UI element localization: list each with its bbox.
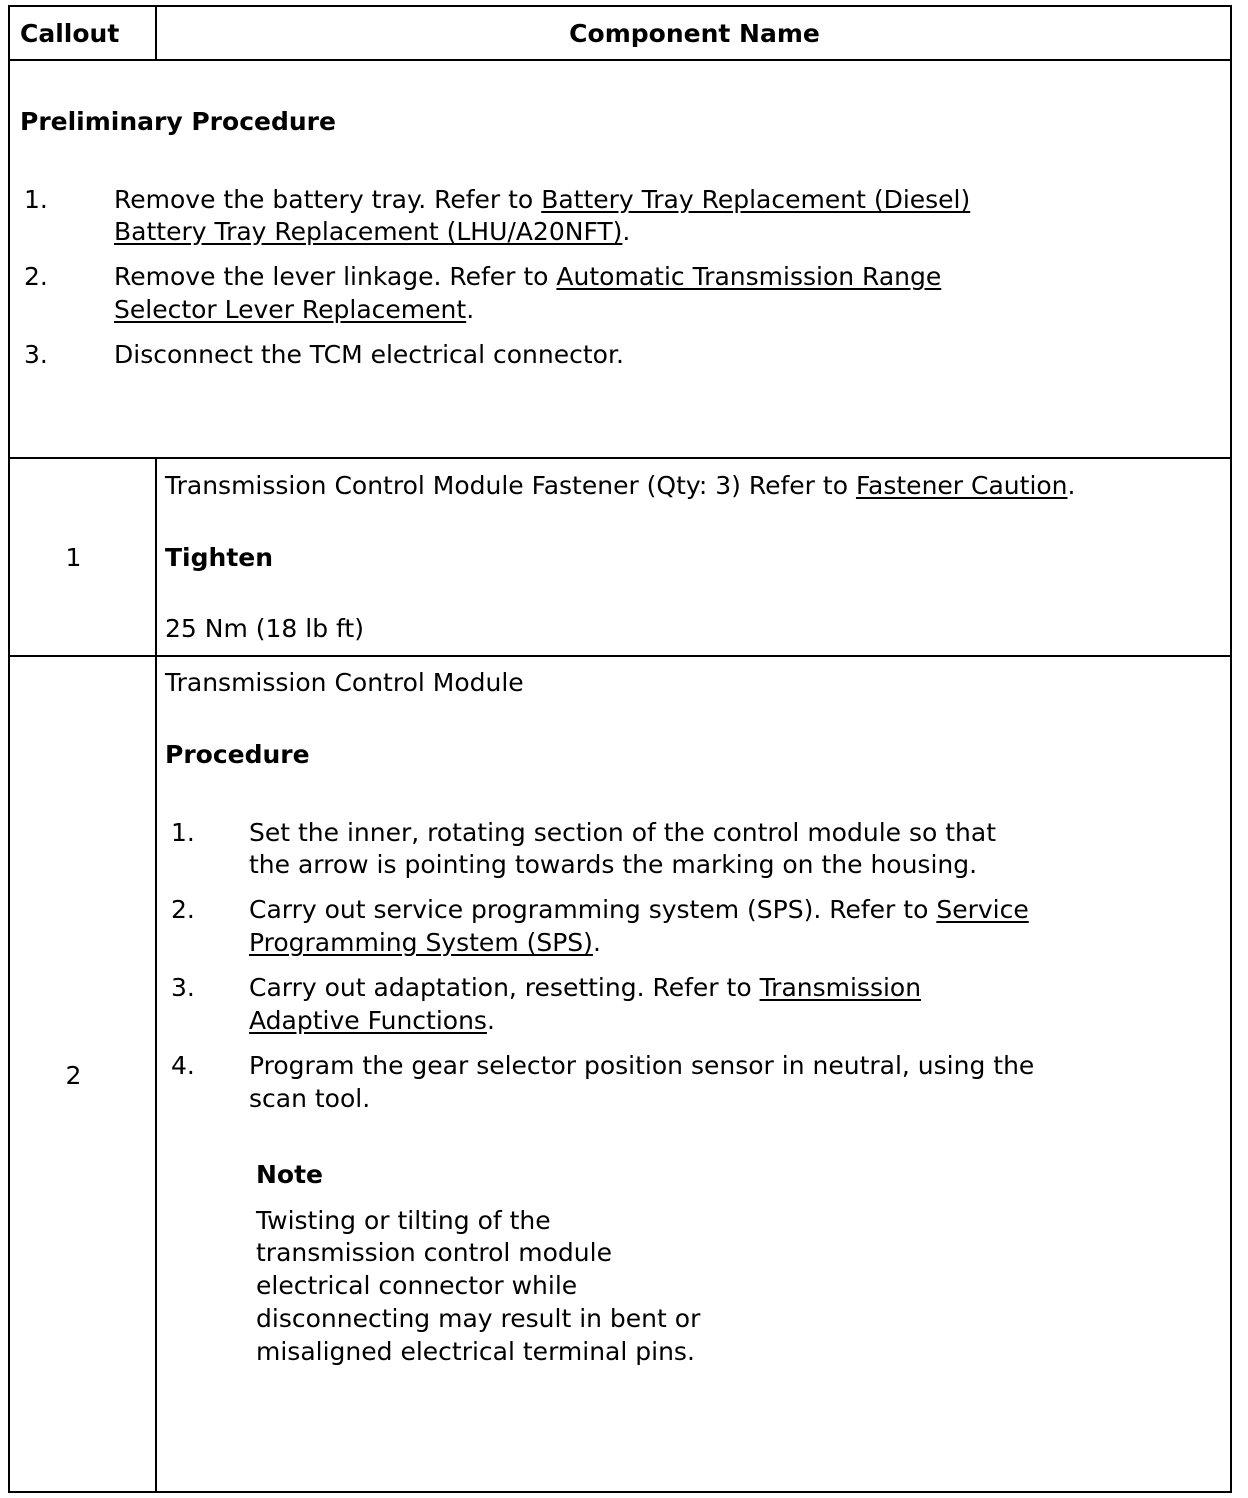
row-2-step-3-line1 <box>249 971 921 1004</box>
row-2-step-2-line2 <box>249 926 601 959</box>
row-2-step-2-text: Carry out service programming system (SPS). Refer to <box>249 895 937 924</box>
note-line-4: disconnecting may result in bent or <box>256 1304 701 1333</box>
prelim-step-1-line1 <box>114 183 970 216</box>
row-2-step-1-number: 1. <box>171 818 195 847</box>
prelim-step-1-line2 <box>114 215 630 248</box>
row-1-tighten-title: Tighten <box>165 543 274 572</box>
prelim-step-1-text: Remove the battery tray. Refer to <box>114 185 542 214</box>
adaptive-functions-link-part2[interactable]: Adaptive Functions <box>249 1006 487 1035</box>
note-line-1: Twisting or tilting of the <box>256 1206 551 1235</box>
row-1-name-text: Transmission Control Module Fastener (Qty: 3) Refer to <box>165 471 856 500</box>
prelim-step-3-text: Disconnect the TCM electrical connector. <box>114 340 624 369</box>
note-title: Note <box>256 1160 324 1189</box>
column-divider-body <box>155 457 157 1491</box>
row-1-callout: 1 <box>65 543 82 572</box>
row-2-step-2-number: 2. <box>171 895 195 924</box>
adaptive-functions-link-part1[interactable]: Transmission <box>759 973 922 1002</box>
row-2-step-2-line1 <box>249 893 1029 926</box>
row-2-callout: 2 <box>65 1061 82 1090</box>
note-line-3: electrical connector while <box>256 1271 578 1300</box>
row-2-step-3-end: . <box>486 1006 495 1035</box>
row-2-step-4-line1: Program the gear selector position sensor in neutral, using the <box>249 1051 1035 1080</box>
row-divider <box>10 655 1230 657</box>
row-2-step-4-line2: scan tool. <box>249 1084 371 1113</box>
row-2-step-3-text: Carry out adaptation, resetting. Refer to <box>249 973 760 1002</box>
row-2-step-3-line2 <box>249 1004 495 1037</box>
header-callout: Callout <box>20 19 120 48</box>
prelim-step-2-line1 <box>114 260 941 293</box>
row-2-step-2-end: . <box>592 928 601 957</box>
row-2-step-3-number: 3. <box>171 973 195 1002</box>
row-2-step-1-line2: the arrow is pointing towards the marking on the housing. <box>249 850 978 879</box>
row-2-procedure-title: Procedure <box>165 740 310 769</box>
fastener-caution-link[interactable]: Fastener Caution <box>855 471 1068 500</box>
row-2-step-4-number: 4. <box>171 1051 195 1080</box>
row-2-step-1-line1: Set the inner, rotating section of the control module so that <box>249 818 996 847</box>
note-line-2: transmission control module <box>256 1238 612 1267</box>
preliminary-divider <box>10 457 1230 459</box>
prelim-step-3-number: 3. <box>24 340 48 369</box>
sps-link-part2[interactable]: Programming System (SPS) <box>249 928 593 957</box>
row-1-name-end: . <box>1067 471 1076 500</box>
header-divider <box>10 59 1230 61</box>
prelim-step-2-text: Remove the lever linkage. Refer to <box>114 262 557 291</box>
prelim-step-2-line2 <box>114 293 474 326</box>
prelim-step-2-number: 2. <box>24 262 48 291</box>
header-component-name: Component Name <box>569 19 820 48</box>
row-2-component-name: Transmission Control Module <box>165 668 524 697</box>
sps-link-part1[interactable]: Service <box>936 895 1029 924</box>
prelim-step-1-number: 1. <box>24 185 48 214</box>
preliminary-title: Preliminary Procedure <box>20 107 336 136</box>
note-line-5: misaligned electrical terminal pins. <box>256 1337 695 1366</box>
battery-tray-lhu-link[interactable]: Battery Tray Replacement (LHU/A20NFT) <box>114 217 623 246</box>
row-1-torque-spec: 25 Nm (18 lb ft) <box>165 614 364 643</box>
row-1-component-name <box>165 469 1075 502</box>
prelim-step-1-end: . <box>622 217 631 246</box>
battery-tray-diesel-link[interactable]: Battery Tray Replacement (Diesel) <box>541 185 971 214</box>
range-selector-link-part1[interactable]: Automatic Transmission Range <box>556 262 942 291</box>
prelim-step-2-end: . <box>466 295 475 324</box>
range-selector-link-part2[interactable]: Selector Lever Replacement <box>114 295 467 324</box>
